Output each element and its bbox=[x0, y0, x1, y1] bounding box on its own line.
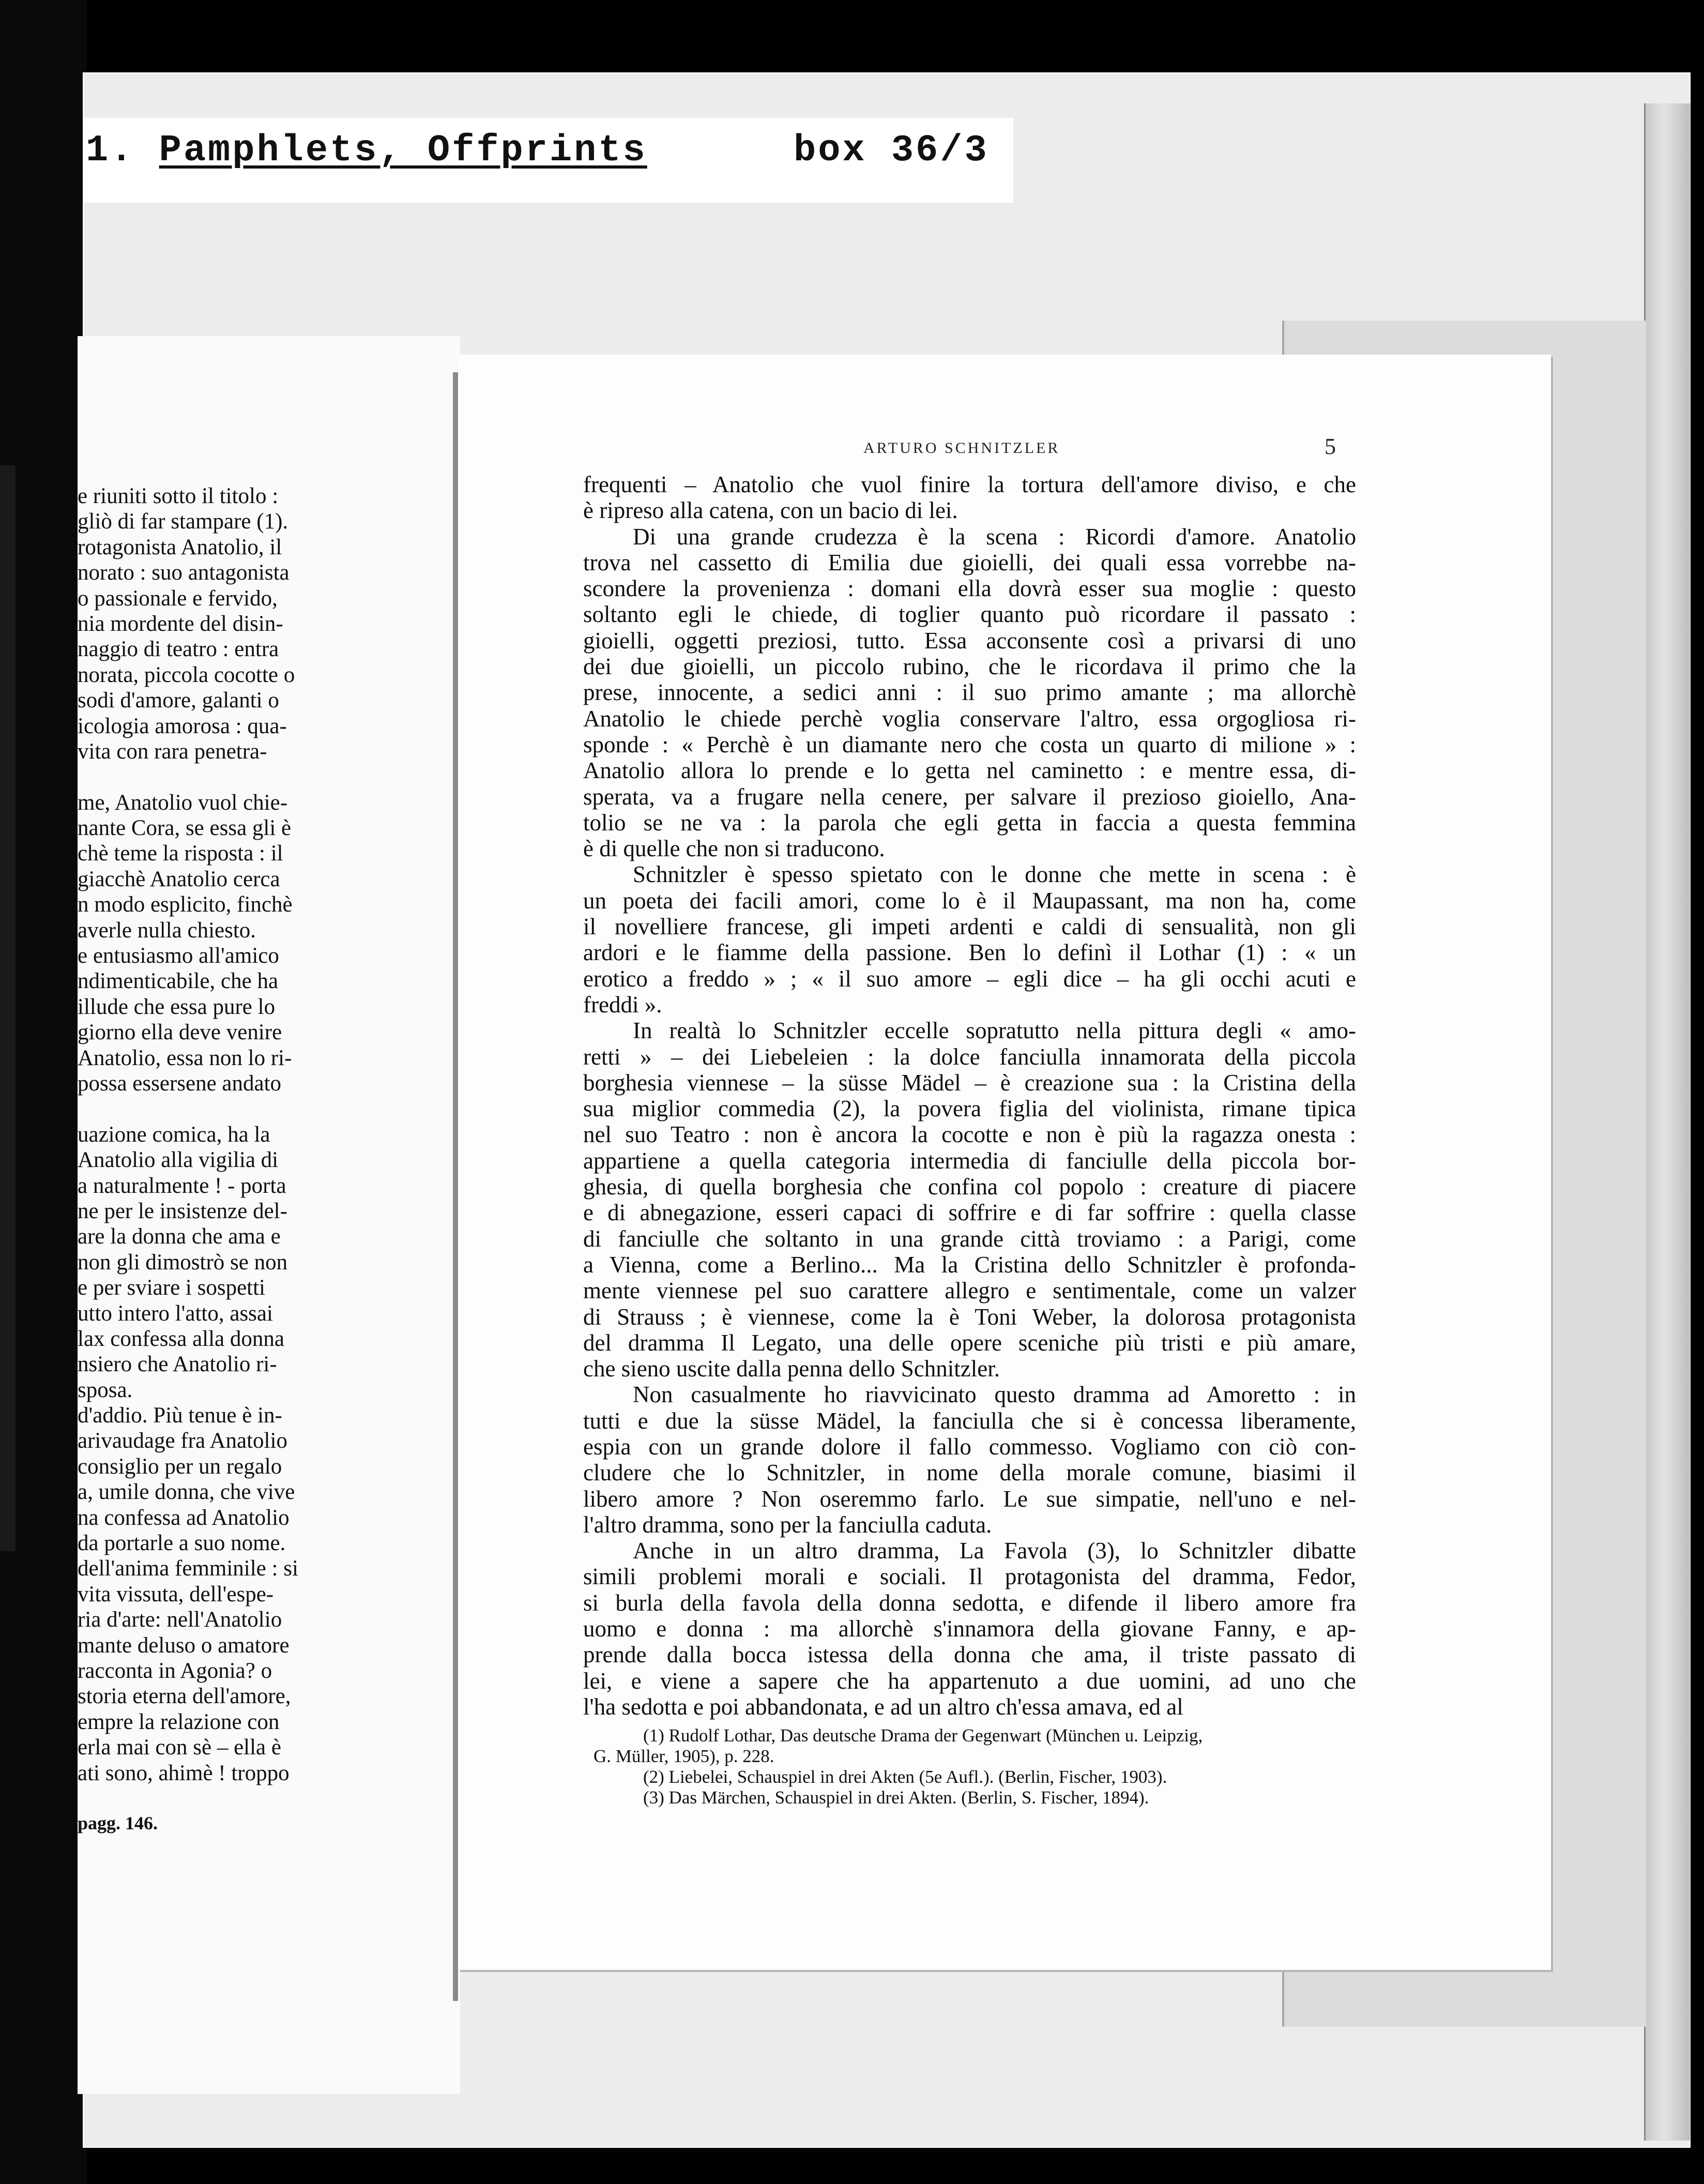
body-line: e di abnegazione, esseri capaci di soffrire e di far soffrire : quella classe bbox=[583, 1200, 1356, 1226]
body-line: gioielli, oggetti preziosi, tutto. Essa acconsente così a privarsi di uno bbox=[583, 627, 1356, 654]
left-text-line: ati sono, ahimè ! troppo bbox=[78, 1761, 290, 1785]
left-text-line: gliò di far stampare (1). bbox=[78, 509, 288, 534]
body-line: ardori e le fiamme della passione. Ben lo definì il Lothar (1) : « un bbox=[583, 939, 1356, 966]
left-text-line: vita vissuta, dell'espe- bbox=[78, 1582, 274, 1606]
body-line: Anatolio le chiede perchè voglia conservare l'altro, essa orgogliosa ri- bbox=[583, 705, 1356, 732]
left-text-line: nia mordente del disin- bbox=[78, 611, 283, 636]
left-text-line: dell'anima femminile : si bbox=[78, 1556, 298, 1581]
left-text-line: nante Cora, se essa gli è bbox=[78, 816, 292, 841]
body-line: frequenti – Anatolio che vuol finire la tortura dell'amore diviso, e che bbox=[583, 472, 1356, 497]
left-text-line: norato : suo antagonista bbox=[78, 560, 290, 585]
body-line: uomo e donna : ma allorchè s'innamora della giovane Fanny, e ap- bbox=[583, 1616, 1356, 1642]
left-text-line: icologia amorosa : qua- bbox=[78, 714, 287, 738]
page-spine-shadow bbox=[453, 372, 458, 2001]
body-line: erotico a freddo » ; « il suo amore – egli dice – ha gli occhi acuti e bbox=[583, 965, 1356, 992]
body-line: sponde : « Perchè è un diamante nero che costa un quarto di milione » : bbox=[583, 731, 1356, 757]
left-text-line: utto intero l'atto, assai bbox=[78, 1301, 273, 1326]
left-text-line: sodi d'amore, galanti o bbox=[78, 688, 279, 713]
left-text-line: giacchè Anatolio cerca bbox=[78, 867, 280, 891]
body-text bbox=[583, 472, 1356, 1720]
left-text-line: racconta in Agonia? o bbox=[78, 1658, 272, 1683]
left-text-line: arivaudage fra Anatolio bbox=[78, 1429, 287, 1453]
left-text-line: da portarle a suo nome. bbox=[78, 1531, 286, 1556]
body-line: Non casualmente ho riavvicinato questo dramma ad Amoretto : in bbox=[633, 1382, 1356, 1408]
body-line: espia con un grande dolore il fallo commesso. Vogliamo con ciò con- bbox=[583, 1433, 1356, 1460]
body-line: di fanciulle che soltanto in una grande città troviamo : a Parigi, come bbox=[583, 1225, 1356, 1252]
body-line: retti » – dei Liebeleien : la dolce fanciulla innamorata della piccola bbox=[583, 1043, 1356, 1070]
left-text-line: d'addio. Più tenue è in- bbox=[78, 1403, 282, 1428]
body-line: prese, innocente, a sedici anni : il suo primo amante ; ma allorchè bbox=[583, 679, 1356, 706]
left-text-line: norata, piccola cocotte o bbox=[78, 662, 295, 687]
left-text-line: sposa. bbox=[78, 1377, 133, 1402]
body-line: del dramma Il Legato, una delle opere sceniche più tristi e più amare, bbox=[583, 1329, 1356, 1356]
body-line: è ripreso alla catena, con un bacio di lei. bbox=[583, 497, 958, 524]
left-page-text bbox=[78, 483, 346, 1786]
body-line: il novelliere francese, gli impeti ardenti e caldi di sensualità, non gli bbox=[583, 914, 1356, 940]
body-line: che sieno uscite dalla penna dello Schnitzler. bbox=[583, 1356, 1000, 1382]
body-line: In realtà lo Schnitzler eccelle sopratutto nella pittura degli « amo- bbox=[633, 1018, 1356, 1044]
body-line: a Vienna, come a Berlino... Ma la Cristina dello Schnitzler è profonda- bbox=[583, 1251, 1356, 1278]
left-text-line: averle nulla chiesto. bbox=[78, 918, 256, 943]
body-line: è di quelle che non si traducono. bbox=[583, 836, 885, 862]
left-page-footer: pagg. 146. bbox=[78, 1813, 158, 1833]
left-text-line: Anatolio, essa non lo ri- bbox=[78, 1045, 292, 1070]
left-text-line: rotagonista Anatolio, il bbox=[78, 535, 282, 559]
left-text-line: o passionale e fervido, bbox=[78, 586, 278, 611]
left-text-line: possa essersene andato bbox=[78, 1071, 282, 1096]
left-text-line: nsiero che Anatolio ri- bbox=[78, 1352, 277, 1377]
left-text-line: e entusiasmo all'amico bbox=[78, 944, 279, 968]
page-number: 5 bbox=[1325, 434, 1336, 459]
left-text-line: me, Anatolio vuol chie- bbox=[78, 790, 288, 815]
left-text-line: e per sviare i sospetti bbox=[78, 1276, 266, 1300]
body-line: prende dalla bocca istessa della donna che ama, il triste passato di bbox=[583, 1642, 1356, 1668]
body-line: simili problemi morali e sociali. Il protagonista del dramma, Fedor, bbox=[583, 1564, 1356, 1590]
left-text-line: ndimenticabile, che ha bbox=[78, 969, 279, 994]
body-line: soltanto egli le chiede, di toglier quanto può ricordare il passato : bbox=[583, 601, 1356, 628]
left-text-line: ria d'arte: nell'Anatolio bbox=[78, 1607, 282, 1632]
footnote-line: G. Müller, 1905), p. 228. bbox=[594, 1746, 774, 1766]
left-text-line: uazione comica, ha la bbox=[78, 1122, 270, 1147]
footnote-line: (3) Das Märchen, Schauspiel in drei Akten. (Berlin, S. Fischer, 1894). bbox=[643, 1787, 1149, 1808]
label-series: Pamphlets, Offprints bbox=[159, 129, 647, 172]
binding-strip bbox=[0, 465, 16, 1551]
body-line: Schnitzler è spesso spietato con le donne che mette in scena : è bbox=[633, 861, 1356, 888]
left-text-line: illude che essa pure lo bbox=[78, 994, 276, 1019]
left-text-line: e riuniti sotto il titolo : bbox=[78, 484, 279, 508]
left-text-line: lax confessa alla donna bbox=[78, 1326, 284, 1351]
left-text-line bbox=[78, 1096, 346, 1121]
running-head: ARTURO SCHNITZLER bbox=[863, 439, 1060, 457]
left-text-line: a naturalmente ! - porta bbox=[78, 1173, 286, 1198]
body-line: trova nel cassetto di Emilia due gioielli, dei quali essa vorrebbe na- bbox=[583, 549, 1356, 575]
left-text-line: na confessa ad Anatolio bbox=[78, 1505, 290, 1530]
left-text-line: empre la relazione con bbox=[78, 1709, 280, 1734]
footnotes bbox=[583, 1725, 1356, 1808]
body-line: mente viennese pel suo carattere allegro e sentimentale, come un valzer bbox=[583, 1278, 1356, 1304]
left-text-line: consiglio per un regalo bbox=[78, 1454, 282, 1479]
body-line: scondere la provenienza : domani ella dovrà esser sua moglie : questo bbox=[583, 575, 1356, 602]
left-text-line: a, umile donna, che vive bbox=[78, 1480, 295, 1505]
body-line: ghesia, di quella borghesia che confina col popolo : creature di piacere bbox=[583, 1174, 1356, 1200]
left-text-line: vita con rara penetra- bbox=[78, 739, 267, 764]
footnote-line: (2) Liebelei, Schauspiel in drei Akten (5e Aufl.). (Berlin, Fischer, 1903). bbox=[643, 1767, 1167, 1787]
left-text-line: mante deluso o amatore bbox=[78, 1633, 290, 1658]
body-line: Anatolio allora lo prende e lo getta nel caminetto : e mentre essa, di- bbox=[583, 757, 1356, 784]
left-text-line: giorno ella deve venire bbox=[78, 1020, 282, 1045]
label-box: box 36/3 bbox=[794, 129, 989, 172]
body-line: sua miglior commedia (2), la povera figlia del violinista, rimane tipica bbox=[583, 1096, 1356, 1122]
body-line: l'altro dramma, sono per la fanciulla caduta. bbox=[583, 1511, 992, 1538]
left-text-line: storia eterna dell'amore, bbox=[78, 1684, 291, 1709]
body-line: lei, e viene a sapere che ha appartenuto a due uomini, ad uno che bbox=[583, 1667, 1356, 1694]
body-line: freddi ». bbox=[583, 991, 662, 1018]
body-line: appartiene a quella categoria intermedia di fanciulle della piccola bor- bbox=[583, 1147, 1356, 1174]
left-text-line: ne per le insistenze del- bbox=[78, 1199, 287, 1223]
body-line: nel suo Teatro : non è ancora la cocotte e non è più la ragazza onesta : bbox=[583, 1121, 1356, 1148]
left-text-line: n modo esplicito, finchè bbox=[78, 892, 293, 917]
body-line: borghesia viennese – la süsse Mädel – è creazione sua : la Cristina della bbox=[583, 1069, 1356, 1096]
body-line: sperata, va a frugare nella cenere, per salvare il prezioso gioiello, Ana- bbox=[583, 783, 1356, 810]
body-line: si burla della favola della donna sedotta, e difende il libero amore fra bbox=[583, 1589, 1356, 1616]
folder-edge bbox=[1644, 103, 1690, 2141]
body-line: Anche in un altro dramma, La Favola (3), lo Schnitzler dibatte bbox=[633, 1538, 1356, 1564]
left-text-line: are la donna che ama e bbox=[78, 1224, 281, 1249]
body-line: tutti e due la süsse Mädel, la fanciulla che si è concessa liberamente, bbox=[583, 1407, 1356, 1434]
left-text-line: naggio di teatro : entra bbox=[78, 637, 279, 662]
body-line: libero amore ? Non oseremmo farlo. Le sue simpatie, nell'uno e nel- bbox=[583, 1485, 1356, 1512]
label-prefix: 1. bbox=[86, 129, 159, 172]
body-line: cludere che lo Schnitzler, in nome della morale comune, biasimi il bbox=[583, 1460, 1356, 1486]
archive-label bbox=[86, 129, 989, 172]
left-text-line: non gli dimostrò se non bbox=[78, 1250, 288, 1275]
footnote-line: (1) Rudolf Lothar, Das deutsche Drama der Gegenwart (München u. Leipzig, bbox=[643, 1725, 1203, 1746]
body-line: di Strauss ; è viennese, come la è Toni Weber, la dolorosa protagonista bbox=[583, 1303, 1356, 1330]
left-text-line bbox=[78, 764, 346, 790]
left-text-line: erla mai con sè – ella è bbox=[78, 1735, 281, 1760]
body-line: Di una grande crudezza è la scena : Ricordi d'amore. Anatolio bbox=[633, 523, 1356, 550]
left-text-line: chè teme la risposta : il bbox=[78, 841, 283, 866]
body-line: tolio se ne va : la parola che egli getta in faccia a questa femmina bbox=[583, 809, 1356, 836]
body-line: dei due gioielli, un piccolo rubino, che le ricordava il primo che la bbox=[583, 654, 1356, 680]
body-line: un poeta dei facili amori, come lo è il Maupassant, ma non ha, come bbox=[583, 887, 1356, 914]
left-text-line: Anatolio alla vigilia di bbox=[78, 1148, 279, 1173]
body-line: l'ha sedotta e poi abbandonata, e ad un altro ch'essa amava, ed al bbox=[583, 1693, 1183, 1720]
